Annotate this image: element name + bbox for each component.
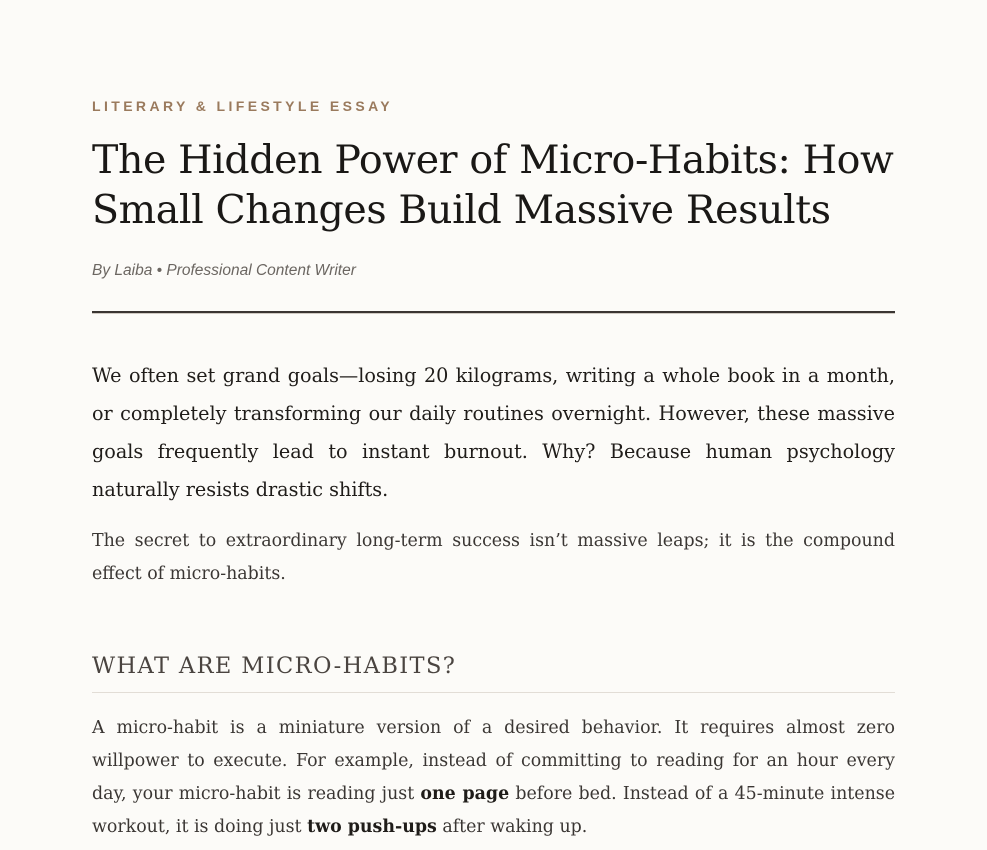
article-byline: By Laiba • Professional Content Writer (92, 262, 356, 279)
emphasis-two-push-ups: two push-ups (307, 817, 437, 837)
section-text-1: A micro-habit is a miniature version of a desired behavior. It requires almost zero willpower to execute. For example, instead of committing to reading for an hour every day, your micro-habit is reading just (92, 718, 895, 804)
section-text-2: before bed. Instead of a 45-minute intense workout, it is doing just (92, 784, 896, 837)
article-kicker: LITERARY & LIFESTYLE ESSAY (92, 98, 394, 114)
intro-paragraph: The secret to extraordinary long-term success isn’t massive leaps; it is the compound effect of micro-habits. (92, 531, 895, 584)
header-divider (92, 311, 895, 314)
lead-paragraph: We often set grand goals—losing 20 kilograms, writing a whole book in a month, or completely transforming our daily routines overnight. However, these massive goals frequently lead to instant burnout. Why? Because human psychology naturally resists drastic shifts. (92, 364, 895, 501)
article-title: The Hidden Power of Micro-Habits: How Small Changes Build Massive Results (92, 137, 894, 233)
section-text-3: after waking up. (436, 817, 588, 837)
section-heading: WHAT ARE MICRO-HABITS? (92, 651, 895, 693)
article (92, 0, 895, 844)
section-paragraph (92, 712, 895, 844)
emphasis-one-page: one page (420, 784, 510, 804)
